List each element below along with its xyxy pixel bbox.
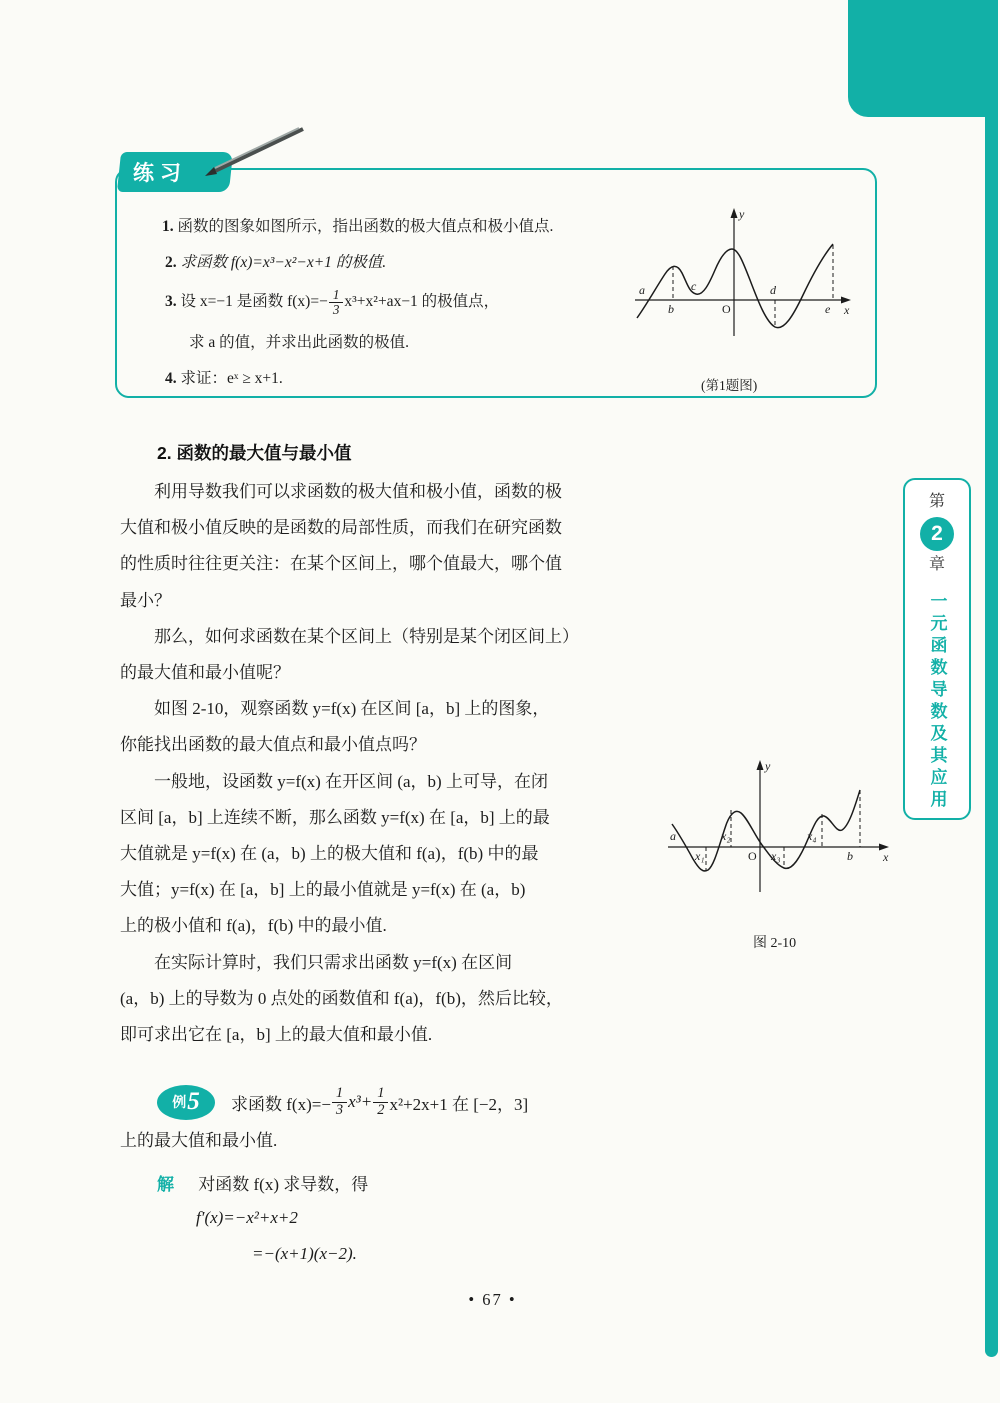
text-line: 那么，如何求函数在某个区间上（特别是某个闭区间上） <box>154 626 579 646</box>
text-line: 区间 [a，b] 上连续不断，那么函数 y=f(x) 在 [a，b] 上的最 <box>120 807 550 827</box>
item-text: x³+x²+ax−1 的极值点， <box>344 292 500 310</box>
fraction-numerator: 1 <box>373 1086 388 1102</box>
x-axis-label: x <box>844 303 850 317</box>
practice-item-4 <box>165 366 283 388</box>
text-line: 的性质时往往更关注：在某个区间上，哪个值最大，哪个值 <box>120 554 562 574</box>
text-line: 利用导数我们可以求函数的极大值和极小值，函数的极 <box>154 482 562 501</box>
practice-label-text: 练习 <box>133 162 187 185</box>
example-text: x²+2x+1 在 [−2，3] <box>389 1094 529 1114</box>
text-line: 上的极小值和 f(a)，f(b) 中的最小值. <box>120 916 387 936</box>
figure-caption: 图 2-10 <box>753 936 797 951</box>
pencil-icon <box>199 122 319 180</box>
chapter-title: 一元函数导数及其应用 <box>927 591 947 812</box>
example-badge-prefix: 例 <box>172 1094 187 1110</box>
text-line: 一般地，设函数 y=f(x) 在开区间 (a，b) 上可导，在闭 <box>154 771 548 791</box>
axis-label-origin: O <box>722 302 731 316</box>
axis-label-a: a <box>670 829 676 843</box>
axis-label-x4: x₄ <box>807 829 817 843</box>
text-line: 最小？ <box>120 590 171 610</box>
text-line: 大值和极小值反映的是函数的局部性质，而我们在研究函数 <box>120 518 562 538</box>
figure-caption: (第1题图) <box>701 378 758 393</box>
text-line: 你能找出函数的最大值点和最小值点吗？ <box>120 735 426 755</box>
example-5 <box>157 1078 528 1126</box>
axis-label-b: b <box>668 302 674 316</box>
chapter-suffix: 章 <box>928 555 945 573</box>
problem1-figure <box>629 200 874 393</box>
top-right-decor-block <box>848 0 998 117</box>
item-text: 求 a 的值，并求出此函数的极值. <box>189 334 410 351</box>
axis-label-origin: O <box>748 849 757 863</box>
text-line: 的最大值和最小值呢？ <box>120 663 290 683</box>
item-number: 4. <box>165 370 177 387</box>
text-line: 如图 2-10，观察函数 y=f(x) 在区间 [a，b] 上的图象， <box>154 699 550 719</box>
fraction <box>373 1086 388 1117</box>
text-line: 大值；y=f(x) 在 [a，b] 上的最小值就是 y=f(x) 在 (a，b) <box>120 880 526 900</box>
y-axis-label: y <box>739 207 745 221</box>
right-edge-strip <box>985 0 998 1357</box>
y-axis-arrow <box>757 760 764 770</box>
axis-label-x3: x₃ <box>771 849 781 863</box>
fraction <box>332 1086 347 1117</box>
solution-equation-2: =−(x+1)(x−2). <box>252 1244 357 1263</box>
fraction-denominator: 3 <box>332 301 340 317</box>
body-text <box>120 474 665 1053</box>
chapter-prefix: 第 <box>928 493 945 510</box>
x-axis-label: x <box>883 850 889 864</box>
solution-label: 解 <box>157 1175 174 1194</box>
example-badge <box>157 1085 215 1120</box>
example-text: x³+ <box>348 1092 373 1111</box>
item-text: 函数的图象如图所示，指出函数的极大值点和极小值点. <box>177 218 554 235</box>
fraction <box>329 288 344 317</box>
item-text: 求证：eˣ ≥ x+1. <box>180 370 283 387</box>
axis-label-c: c <box>691 279 697 293</box>
example-text-line-2: 上的最大值和最小值. <box>120 1131 278 1150</box>
y-axis-arrow <box>731 208 738 218</box>
figure-2-10 <box>665 752 910 951</box>
axis-label-b: b <box>847 849 853 863</box>
y-axis-label: y <box>765 759 771 773</box>
axis-label-a: a <box>639 283 645 297</box>
chapter-tab <box>903 478 971 820</box>
fraction-denominator: 2 <box>377 1101 385 1118</box>
item-number: 2. <box>165 254 177 271</box>
page-number: • 67 • <box>468 1290 517 1309</box>
fraction-denominator: 3 <box>335 1101 344 1118</box>
practice-item-1 <box>162 214 553 236</box>
axis-label-e: e <box>825 302 831 316</box>
item-text: 设 x=−1 是函数 f(x)=− <box>180 292 328 310</box>
solution-equation-1: f′(x)=−x²+x+2 <box>196 1208 298 1227</box>
fraction-numerator: 1 <box>332 1086 347 1102</box>
axis-label-x1: x₁ <box>695 849 705 863</box>
example-badge-number: 5 <box>187 1088 200 1115</box>
fraction-numerator: 1 <box>329 288 344 303</box>
text-line: 即可求出它在 [a，b] 上的最大值和最小值. <box>120 1025 433 1045</box>
item-number: 1. <box>162 218 174 235</box>
solution-text: 对函数 f(x) 求导数，得 <box>198 1175 369 1194</box>
axis-label-x2: x₂ <box>721 829 731 843</box>
item-number: 3. <box>165 292 177 310</box>
text-line: (a，b) 上的导数为 0 点处的函数值和 f(a)，f(b)，然后比较， <box>120 988 563 1008</box>
function-curve <box>637 244 833 328</box>
solution-row <box>157 1170 368 1195</box>
text-line: 大值就是 y=f(x) 在 (a，b) 上的极大值和 f(a)，f(b) 中的最 <box>120 844 539 864</box>
practice-item-3-line-2 <box>189 330 409 352</box>
axis-label-d: d <box>770 283 776 297</box>
example-text: 求函数 f(x)=− <box>231 1094 331 1114</box>
practice-box <box>115 162 877 398</box>
practice-item-2 <box>165 250 386 272</box>
practice-item-3-line-1 <box>165 288 499 317</box>
section-title: 2. 函数的最大值与最小值 <box>157 443 352 463</box>
text-line: 在实际计算时，我们只需求出函数 y=f(x) 在区间 <box>154 952 513 972</box>
chapter-number-badge: 2 <box>920 517 954 551</box>
item-text: 求函数 f(x)=x³−x²−x+1 的极值. <box>180 254 387 271</box>
